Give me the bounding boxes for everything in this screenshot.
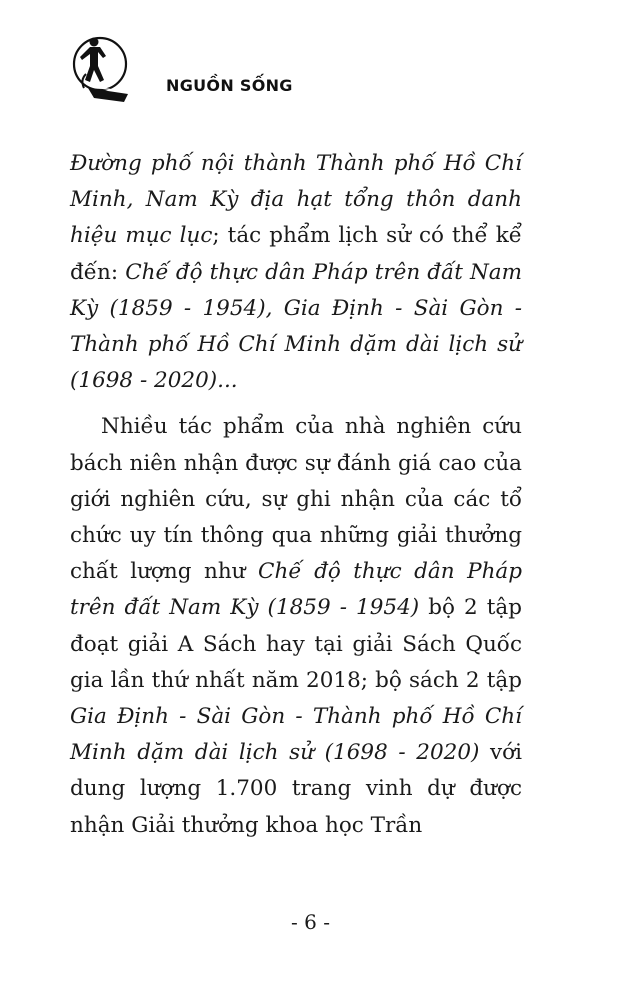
text-run: ; tác phẩm lịch sử có thể kể đến: bbox=[70, 223, 522, 285]
page-number: - 6 - bbox=[291, 910, 330, 934]
paragraph bbox=[70, 146, 522, 399]
paragraph bbox=[70, 409, 522, 843]
text-run: với dung lượng 1.700 trang vinh dự được nhận Giải thưởng khoa học Trần bbox=[70, 740, 522, 838]
figure-in-circle-logo-icon bbox=[70, 30, 132, 106]
text-run: Nhiều tác phẩm của nhà nghiên cứu bách niên nhận được sự đánh giá cao của giới nghiên cứu, sự ghi nhận của các tổ chức uy tín thông qua những giải thưởng chất lượng như bbox=[70, 414, 522, 585]
text-run: bộ 2 tập đoạt giải A Sách hay tại giải Sách Quốc gia lần thứ nhất năm 2018; bộ sách 2 tập bbox=[70, 595, 522, 693]
italic-title: Đường phố nội thành Thành phố Hồ Chí Minh, Nam Kỳ địa hạt tổng thôn danh hiệu mục lục bbox=[70, 151, 522, 249]
body-text bbox=[70, 146, 522, 844]
page-header bbox=[70, 30, 470, 110]
italic-title: Gia Định - Sài Gòn - Thành phố Hồ Chí Minh dặm dài lịch sử (1698 - 2020) bbox=[70, 704, 522, 766]
section-title: NGUỒN SỐNG bbox=[166, 76, 293, 95]
italic-title: Chế độ thực dân Pháp trên đất Nam Kỳ (1859 - 1954), Gia Định - Sài Gòn - Thành phố Hồ Chí Minh dặm dài lịch sử (1698 - 2020)... bbox=[70, 259, 522, 394]
italic-title: Chế độ thực dân Pháp trên đất Nam Kỳ (1859 - 1954) bbox=[70, 559, 522, 621]
